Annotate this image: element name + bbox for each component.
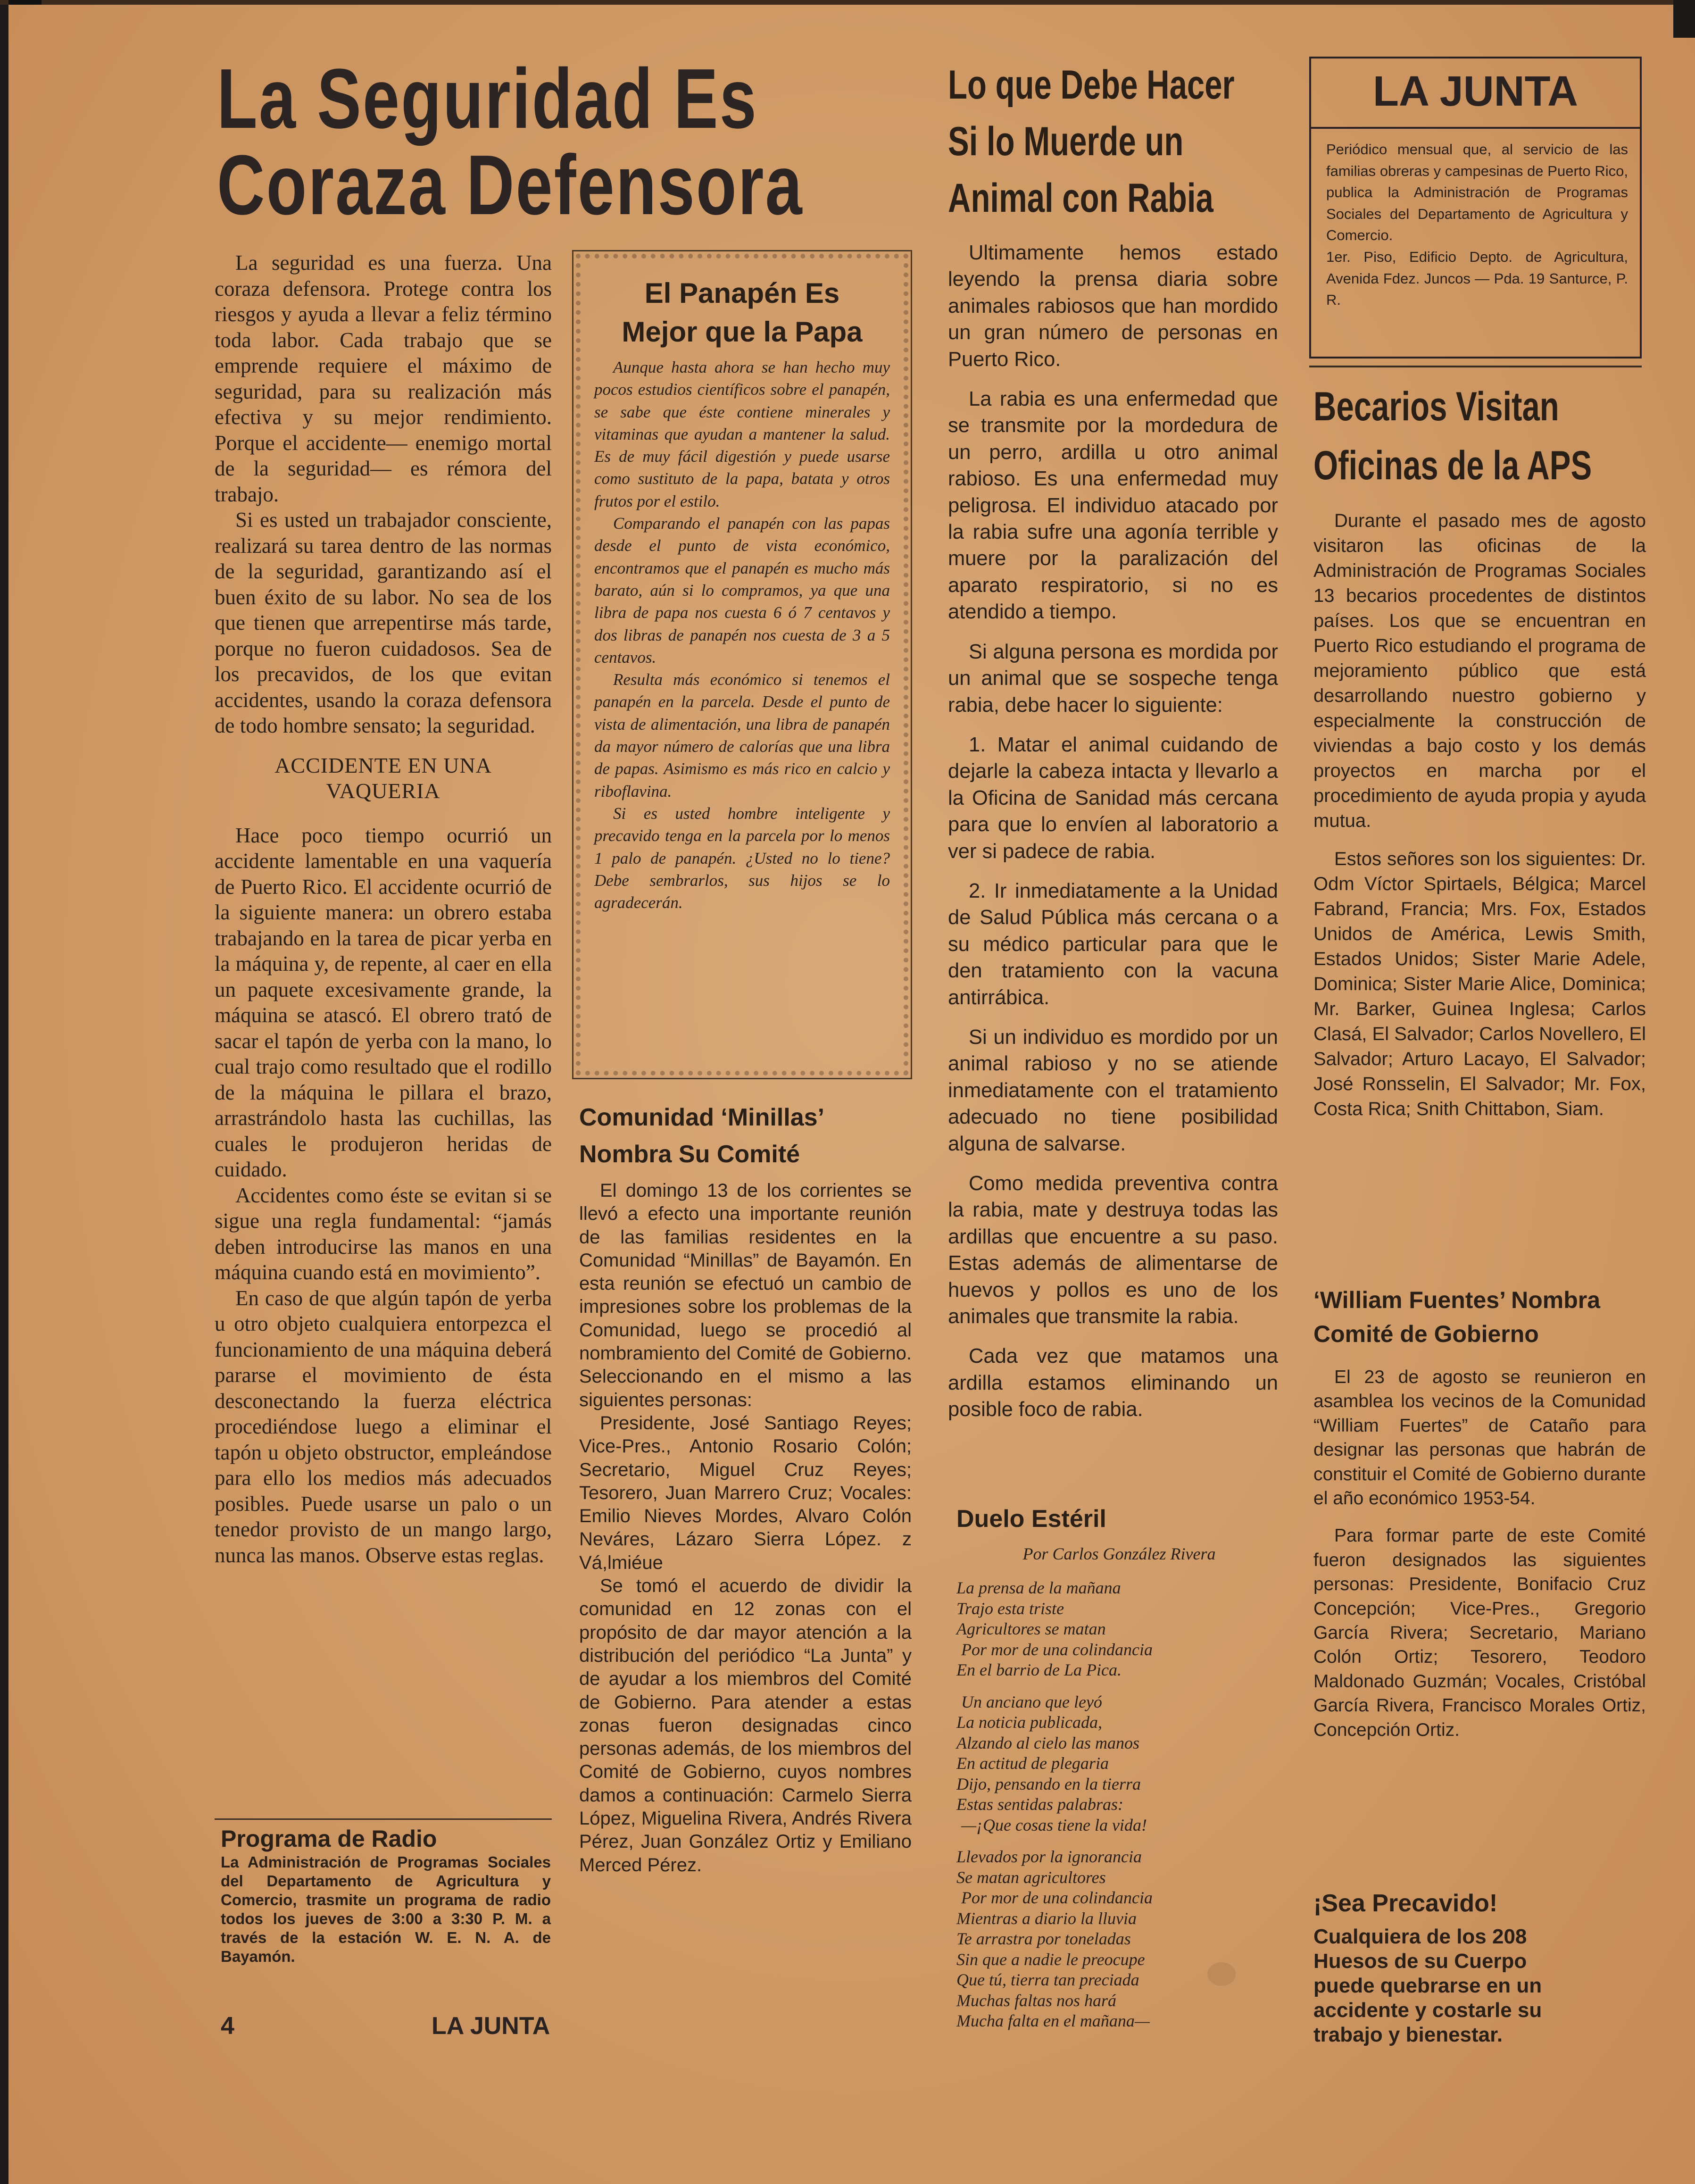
main-headline: [217, 51, 804, 233]
poem-line: En actitud de plegaria: [956, 1754, 1109, 1773]
main-headline-line1: La Seguridad Es: [217, 51, 758, 146]
paragraph: La seguridad es una fuerza. Una coraza defensora. Protege contra los riesgos y ayuda a llevar a feliz término toda labor. Cada trabajo que se emprende requiere el máximo de seguridad, para su realización más efectiva y su mejor rendimiento. Porque el accidente— enemigo mortal de la seguridad— es rémora del trabajo.: [215, 251, 552, 506]
paragraph: Accidentes como éste se evitan si se sigue una regla fundamental: “jamás deben introducirse las manos en una máquina cuando está en movimiento”.: [215, 1183, 552, 1284]
radio-notice: [221, 1825, 551, 1966]
paragraph: Hace poco tiempo ocurrió un accidente lamentable en una vaquería de Puerto Rico. El accidente ocurrió de la siguiente manera: un obrero estaba trabajando en la tarea de picar yerba en la máquina y, de repente, al caer en ella un paquete excesivamente grande, la máquina se atascó. El obrero trató de sacar el tapón de yerba con la mano, lo cual trajo como resultado que el rodillo de la máquina le pillara el brazo, arrastrándolo hasta las cuchillas, las cuales le produjeron heridas de cuidado.: [215, 823, 552, 1181]
poem-line: La noticia publicada,: [956, 1713, 1102, 1732]
page-scan-top-edge: [0, 0, 1695, 5]
poem-line: —¡Que cosas tiene la vida!: [961, 1815, 1147, 1834]
paragraph: Como medida preventiva contra la rabia, mate y destruya todas las ardillas que encuentre a su paso. Estas además de alimentarse de huevos y pollos es uno de los animales que transmite la rabia.: [948, 1172, 1278, 1328]
poem-line: La prensa de la mañana: [956, 1578, 1121, 1597]
paragraph: Comparando el panapén con las papas desde el punto de vista económico, encontramos que el panapén es mucho más barato, aún si lo compramos, ya que una libra de papa nos cuesta 6 ó 7 centavos y dos libras de panapén nos cuesta de 3 a 5 centavos.: [594, 514, 890, 667]
panapen-box: [572, 250, 912, 1079]
poem-line: Llevados por la ignorancia: [956, 1847, 1142, 1866]
column-becarios: [1313, 377, 1646, 1122]
paragraph: Para formar parte de este Comité fueron designados las siguientes personas: Presidente, Bonifacio Cruz Concepción; Vice-Pres., Gregorio García Rivera; Secretario, Mariano Colón Ortiz; Tesorero, Teodoro Maldonado Guzmán; Vocales, Cristóbal García Rivera, Francisco Morales Ortiz, Concepción Ortiz.: [1313, 1525, 1646, 1740]
poem-line: Mientras a diario la lluvia: [956, 1909, 1137, 1928]
column-seguridad: [215, 250, 552, 1568]
panapen-title-line2: Mejor que la Papa: [622, 316, 863, 348]
panapen-content: [594, 274, 890, 914]
section-divider: [215, 1818, 552, 1820]
poem-line: Te arrastra por toneladas: [956, 1929, 1131, 1948]
paragraph: Ultimamente hemos estado leyendo la prensa diaria sobre animales rabiosos que han mordido un gran número de personas en Puerto Rico.: [948, 242, 1278, 371]
paragraph: Cada vez que matamos una ardilla estamos eliminando un posible foco de rabia.: [948, 1345, 1278, 1421]
poem-line: Dijo, pensando en la tierra: [956, 1774, 1141, 1793]
paragraph: Resulta más económico si tenemos el panapén en la parcela. Desde el punto de vista de alimentación, una libra de panapén da mayor número de calorías que una libra de papas. Asimismo es más rico en calcio y riboflavina.: [594, 670, 890, 800]
poem-line: Muchas faltas nos hará: [956, 1991, 1117, 2010]
poem-line: En el barrio de La Pica.: [956, 1660, 1122, 1679]
duelo-title: Duelo Estéril: [956, 1505, 1106, 1533]
panapen-title-line1: El Panapén Es: [644, 277, 840, 309]
poem-line: Un anciano que leyó: [961, 1692, 1102, 1711]
poem-line: Se matan agricultores: [956, 1867, 1106, 1887]
minillas-heading: [579, 1099, 912, 1173]
paragraph: Durante el pasado mes de agosto visitaron las oficinas de la Administración de Programas Sociales 13 becarios procedentes de distintos países. Los que se encuentran en Puerto Rico estudiando el programa de mejoramiento público que está desarrollando nuestro gobierno y especialmente la construcción de viviendas a bajo costo y los demás proyectos en marcha por el procedimiento de ayuda propia y ayuda mutua.: [1313, 510, 1646, 831]
page-number: 4: [221, 2012, 234, 2040]
paragraph: Si es usted hombre inteligente y precavido tenga en la parcela por lo menos 1 palo de panapén. ¿Usted no lo tiene? Debe sembrarlos, sus hijos se lo agradecerán.: [594, 804, 890, 912]
page-scan-edge: [0, 0, 8, 2184]
rabia-title: [948, 57, 1235, 226]
accidente-article: [215, 823, 552, 1568]
paragraph: El domingo 13 de los corrientes se llevó a efecto una importante reunión de las familias residentes en la Comunidad “Minillas” de Bayamón. En esta reunión se efectuó un cambio de impresiones sobre los problemas de la Comunidad, luego se procedió al nombramiento del Comité de Gobierno. Seleccionando en el mismo a las siguientes personas:: [579, 1180, 912, 1410]
page-corner-shadow: [1673, 0, 1695, 38]
masthead-address: 1er. Piso, Edificio Depto. de Agricultura, Avenida Fdez. Juncos — Pda. 19 Santurce, P. R.: [1326, 248, 1628, 308]
precavido-text: Cualquiera de los 208 Huesos de su Cuerpo puede quebrarse en un accidente y costarle su trabajo y bienestar.: [1313, 1925, 1542, 2046]
masthead-text: [1326, 139, 1628, 311]
paragraph: El 23 de agosto se reunieron en asamblea los vecinos de la Comunidad “William Fuertes” de Cataño para designar las personas que habrán de constituir el Comité de Gobierno durante el año económico 1953-54.: [1313, 1367, 1646, 1509]
section-divider: [1309, 366, 1642, 367]
duelo-byline: Por Carlos González Rivera: [1022, 1544, 1216, 1563]
masthead-box: [1309, 57, 1642, 358]
poem-line: Trajo esta triste: [956, 1599, 1064, 1618]
fuertes-heading: [1313, 1283, 1646, 1351]
minillas-heading-line1: Comunidad ‘Minillas’: [579, 1104, 825, 1131]
seguridad-article: [215, 250, 552, 739]
becarios-title-line1: Becarios Visitan: [1313, 384, 1559, 429]
masthead-title: LA JUNTA: [1373, 68, 1578, 115]
footer-paper-name: LA JUNTA: [432, 2012, 550, 2040]
masthead-description: Periódico mensual que, al servicio de las familias obreras y campesinas de Puerto Rico, publica la Administración de Programas Sociales del Departamento de Agricultura y Comercio.: [1326, 141, 1628, 244]
minillas-heading-line2: Nombra Su Comité: [579, 1141, 800, 1168]
paragraph: Si es usted un trabajador consciente, realizará su tarea dentro de las normas de la seguridad, garantizando así el buen éxito de su labor. No sea de los que tienen que arrepentirse más tarde, porque no fueron cuidadosos. Sea de los precavidos, de los que evitan accidentes, usando la coraza defensora de todo hombre sensato; la seguridad.: [215, 508, 552, 737]
poem-line: Por mor de una colindancia: [961, 1888, 1153, 1907]
accidente-heading-line2: VAQUERIA: [326, 778, 440, 803]
paragraph: Si un individuo es mordido por un animal rabioso y no se atiende inmediatamente con el tratamiento adecuado no tiene posibilidad alguna de salvarse.: [948, 1025, 1278, 1155]
precavido-notice: [1313, 1887, 1646, 2047]
poem-line: Estas sentidas palabras:: [956, 1795, 1124, 1814]
panapen-article: [594, 356, 890, 914]
paragraph: Se tomó el acuerdo de dividir la comunidad en 12 zonas con el propósito de dar mayor atención a la distribución del periódico “La Junta” y de ayudar a los miembros del Comité de Gobierno. Para atender a estas zonas fueron designadas cinco personas además, de los miembros del Comité de Gobierno, cuyos nombres damos a continuación: Carmelo Sierra López, Miguelina Rivera, Andrés Rivera Pérez, Juan González Ortiz y Emiliano Merced Pérez.: [579, 1575, 912, 1876]
panapen-title: [594, 274, 890, 351]
paragraph: Estos señores son los siguientes: Dr. Odm Víctor Spirtaels, Bélgica; Marcel Fabrand, Francia; Mrs. Fox, Estados Unidos de América, Lewis Smith, Estados Unidos; Sister Marie Adele, Dominica; Sister Marie Alice, Dominica; Mr. Barker, Guinea Inglesa; Carlos Clasá, El Salvador; Carlos Novellero, El Salvador; Arturo Lacayo, El Salvador; José Ronsselin, El Salvador; Mr. Fox, Costa Rica; Snith Chittabon, Siam.: [1313, 849, 1646, 1119]
accidente-heading: [215, 753, 552, 804]
paragraph: Presidente, José Santiago Reyes; Vice-Pres., Antonio Rosario Colón; Secretario, Miguel Cruz Reyes; Tesorero, Juan Marrero Cruz; Vocales: Emilio Nieves Mordes, Alvaro Colón Neváres, Lázaro Sierra López. z Vá,lmiéue: [579, 1412, 912, 1573]
radio-heading: Programa de Radio: [221, 1826, 437, 1852]
becarios-title: [1313, 377, 1592, 495]
poem-line: Que tú, tierra tan preciada: [956, 1970, 1139, 1989]
fuertes-heading-line1: ‘William Fuentes’ Nombra: [1313, 1287, 1601, 1313]
duelo-poem: [956, 1502, 1282, 2032]
precavido-heading: ¡Sea Precavido!: [1313, 1890, 1498, 1917]
paragraph: Si alguna persona es mordida por un animal que se sospeche tenga rabia, debe hacer lo siguiente:: [948, 640, 1278, 717]
page-corner-mark: [8, 0, 42, 5]
minillas-article: [579, 1179, 912, 1877]
poem-body: [956, 1578, 1282, 2032]
main-headline-line2: Coraza Defensora: [217, 138, 804, 233]
poem-line: Por mor de una colindancia: [961, 1640, 1153, 1659]
rabia-title-line2: Si lo Muerde un: [948, 119, 1184, 164]
rabia-article: [948, 240, 1278, 1423]
becarios-title-line2: Oficinas de la APS: [1313, 443, 1592, 488]
fuertes-heading-line2: Comité de Gobierno: [1313, 1321, 1539, 1347]
paragraph: 1. Matar el animal cuidando de dejarle la cabeza intacta y llevarlo a la Oficina de Sanidad más cercana para que lo envíen al laboratorio a ver si padece de rabia.: [948, 733, 1278, 863]
radio-text: La Administración de Programas Sociales del Departamento de Agricultura y Comercio, trasmite un programa de radio todos los jueves de 3:00 a 3:30 P. M. a través de la estación W. E. N. A. de Bayamón.: [221, 1853, 551, 1965]
masthead-rule: [1311, 127, 1640, 129]
poem-line: Sin que a nadie le preocupe: [956, 1950, 1145, 1969]
poem-line: Mucha falta en el mañana—: [956, 2011, 1150, 2030]
rabia-title-line3: Animal con Rabia: [948, 175, 1213, 221]
fuertes-article: [1313, 1365, 1646, 1742]
poem-line: Alzando al cielo las manos: [956, 1733, 1139, 1752]
accidente-heading-line1: ACCIDENTE EN UNA: [274, 753, 492, 777]
rabia-title-line1: Lo que Debe Hacer: [948, 62, 1235, 108]
poem-line: Agricultores se matan: [956, 1619, 1106, 1638]
paragraph: 2. Ir inmediatamente a la Unidad de Salud Pública más cercana o a su médico particular para que le den tratamiento con la vacuna antirrábica.: [948, 879, 1278, 1009]
column-minillas: [579, 1099, 912, 1877]
paragraph: Aunque hasta ahora se han hecho muy pocos estudios científicos sobre el panapén, se sabe que éste contiene minerales y vitaminas que ayudan a mantener la salud. Es de muy fácil digestión y puede usarse como sustituto de la papa, batata y otros frutos por el estilo.: [594, 358, 890, 510]
column-fuertes: [1313, 1283, 1646, 1742]
becarios-article: [1313, 508, 1646, 1122]
column-rabia: [948, 57, 1278, 1423]
paragraph: La rabia es una enfermedad que se transmite por la mordedura de un perro, ardilla u otro animal rabioso. Es una enfermedad muy peligrosa. El individuo atacado por la rabia sufre una agonía terrible y muere por la paralización del aparato respiratorio, si no es atendido a tiempo.: [948, 388, 1278, 624]
paragraph: En caso de que algún tapón de yerba u otro objeto cualquiera entorpezca el funcionamiento de una máquina deberá pararse el movimiento de ésta desconectando la fuerza eléctrica procediéndose luego a eliminar el tapón u objeto obstructor, empleándose para ello los medios más adecuados posibles. Puede usarse un palo o un tenedor provisto de un mango largo, nunca las manos. Observe estas reglas.: [215, 1286, 552, 1567]
